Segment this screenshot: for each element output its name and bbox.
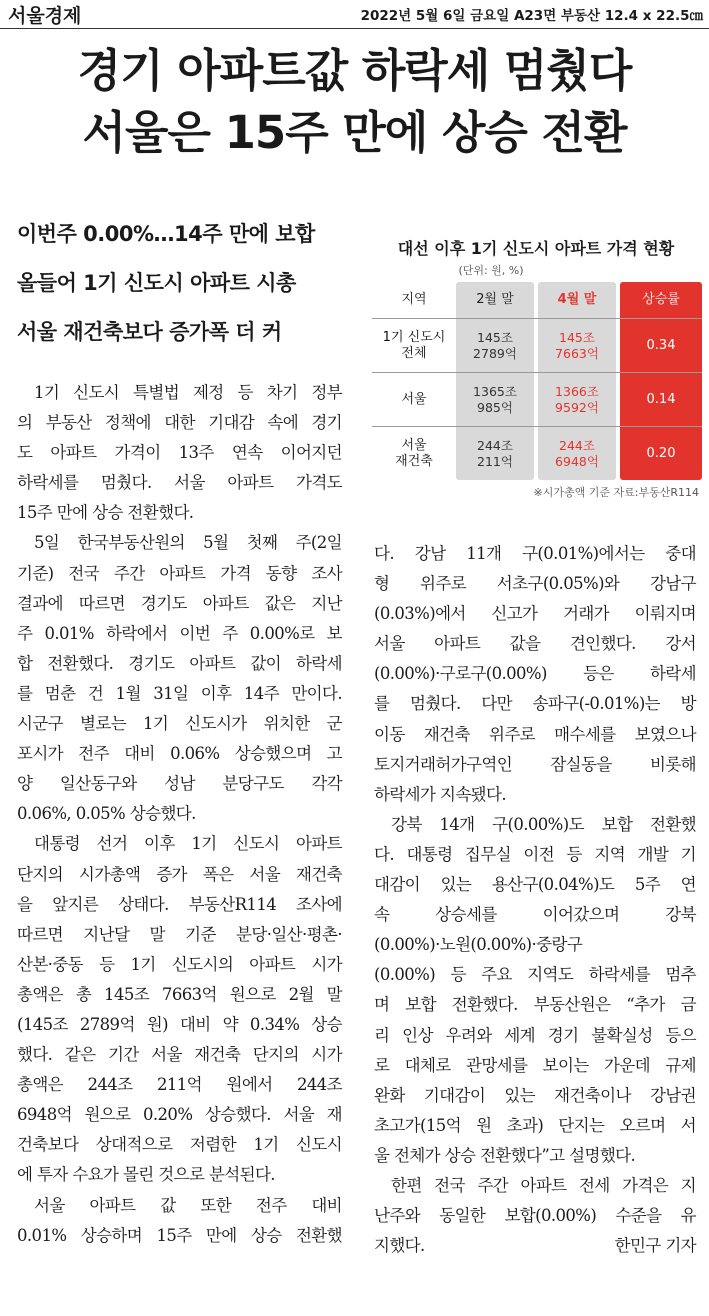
body-line: 15주 만에 상승 전환했다. [17, 503, 194, 523]
headline-line-2: 서울은 15주 만에 상승 전환 [82, 106, 627, 159]
body-line-last [374, 1231, 696, 1261]
body-line: 을 앞지른 상태다. 부동산R114 조사에 [17, 894, 342, 914]
body-line: (0.03%)에서 신고가 거래가 이뤄지며 [374, 604, 696, 624]
body-line: 의 부동산 정책에 대한 기대감 속에 경기 [17, 413, 342, 433]
body-line: (0.00%) 등 주요 지역도 하락세를 멈추 [374, 965, 696, 985]
row-feb-value: 244조 211억 [477, 437, 513, 469]
body-line: 합 전환했다. 경기도 아파트 값이 하락세 [17, 653, 342, 673]
subheads [17, 222, 357, 369]
headline-line-1: 경기 아파트값 하락세 멈췄다 [77, 44, 632, 97]
body-line: 따르면 지난달 말 기준 분당·일산·평촌· [17, 924, 342, 944]
body-line: 를 멈춘 건 1월 31일 이후 14주 만이다. [17, 683, 342, 703]
masthead [0, 0, 709, 29]
body-line: 산본·중동 등 1기 신도시의 아파트 시가 [17, 954, 342, 974]
body-line: 했다. 같은 기간 서울 재건축 단지의 시가 [17, 1045, 342, 1065]
body-line: 토지거래허가구역인 잠실동을 비롯해 [374, 754, 696, 774]
body-line: 지했다. [374, 1236, 425, 1256]
body-line: 속 상승세를 이어갔으며 강북 [374, 905, 696, 925]
body-line: 5일 한국부동산원의 5월 첫째 주(2일 [34, 533, 342, 553]
row-rate-value: 0.34 [646, 337, 676, 353]
header-feb: 2월 말 [476, 292, 514, 307]
body-line: 대감이 있는 용산구(0.04%)도 5주 연 [374, 875, 696, 895]
body-line: 서울 아파트 값 또한 전주 대비 [34, 1195, 342, 1215]
table-source: ※시가총액 기준 자료:부동산R114 [533, 486, 699, 499]
row-apr-value: 244조 6948억 [555, 437, 599, 469]
row-rate-value: 0.14 [646, 391, 676, 407]
body-line: 하락세가 지속됐다. [374, 784, 507, 804]
byline: 한민구 기자 [614, 1236, 696, 1256]
body-line: (0.00%)·구로구(0.00%) 등은 하락세 [374, 664, 696, 684]
body-line: 완화 기대감이 있는 재건축이나 강남권 [374, 1085, 696, 1105]
body-line: 포시가 전주 대비 0.06% 상승했으며 고 [17, 744, 342, 764]
body-line: 서울 아파트 값을 견인했다. 강서 [374, 634, 696, 654]
body-line: (0.00%)·노원(0.00%)·중랑구 [374, 935, 583, 955]
body-line: 0.01% 상승하며 15주 만에 상승 전환했 [17, 1225, 342, 1245]
body-line: 기준) 전국 주간 아파트 가격 동향 조사 [17, 563, 342, 583]
body-line: 이동 재건축 위주로 매수세를 보였으나 [374, 724, 696, 744]
row-region: 서울 [401, 391, 427, 407]
article-body-left [17, 378, 342, 1251]
body-line: 양 일산동구와 성남 분당구도 각각 [17, 774, 342, 794]
table-title: 대선 이후 1기 신도시 아파트 가격 현황 [397, 239, 675, 258]
body-line: 다. 대통령 집무실 이전 등 지역 개발 기 [374, 844, 696, 864]
body-line: 대통령 선거 이후 1기 신도시 아파트 [34, 834, 342, 854]
body-line: 결과에 따르면 경기도 아파트 값은 지난 [17, 593, 342, 613]
body-line: 시군구 별로는 1기 신도시가 위치한 군 [17, 714, 342, 734]
row-feb-value: 145조 2789억 [473, 329, 517, 361]
body-line: 를 멈췄다. 다만 송파구(-0.01%)는 방 [374, 694, 696, 714]
body-line: 에 투자 수요가 몰린 것으로 분석된다. [17, 1165, 275, 1185]
header-region: 지역 [401, 292, 427, 307]
issue-info: 2022년 5월 6일 금요일 A23면 부동산 12.4 x 22.5㎝ [360, 8, 703, 24]
body-line: 도 아파트 가격이 13주 연속 이어지던 [17, 443, 342, 463]
row-region: 서울 재건축 [395, 437, 433, 469]
body-line: 하락세를 멈췄다. 서울 아파트 가격도 [17, 473, 342, 493]
body-line: 강북 14개 구(0.00%)도 보합 전환했 [391, 814, 696, 834]
body-line: 형 위주로 서초구(0.05%)와 강남구 [374, 574, 696, 594]
subhead: 서울 재건축보다 증가폭 더 커 [17, 320, 282, 344]
body-line: 리 인상 우려와 세계 경기 불확실성 등으 [374, 1025, 696, 1045]
body-line: (145조 2789억 원) 대비 약 0.34% 상승 [17, 1014, 342, 1034]
row-rate-value: 0.20 [646, 445, 676, 461]
body-line: 1기 신도시 특별법 제정 등 차기 정부 [34, 383, 342, 402]
body-line: 6948억 원으로 0.20% 상승했다. 서울 재 [17, 1105, 342, 1125]
header-rate: 상승률 [642, 292, 680, 307]
body-line: 0.06%, 0.05% 상승했다. [17, 804, 196, 824]
header-apr: 4월 말 [557, 292, 597, 307]
price-table [372, 282, 702, 480]
body-line: 건축보다 상대적으로 저렴한 1기 신도시 [17, 1135, 342, 1155]
body-line: 다. 강남 11개 구(0.01%)에서는 중대 [374, 544, 696, 563]
body-line: 총액은 총 145조 7663억 원으로 2월 말 [17, 984, 342, 1004]
body-line: 총액은 244조 211억 원에서 244조 [17, 1075, 342, 1095]
subhead: 이번주 0.00%…14주 만에 보합 [17, 222, 315, 246]
subhead: 올들어 1기 신도시 아파트 시총 [17, 271, 296, 295]
row-apr-value: 145조 7663억 [555, 329, 599, 361]
body-line: 단지의 시가총액 증가 폭은 서울 재건축 [17, 864, 342, 884]
row-feb-value: 1365조 985억 [473, 383, 517, 415]
body-line: 며 보합 전환했다. 부동산원은 “추가 금 [374, 995, 696, 1015]
table-unit: (단위: 원, %) [458, 264, 524, 277]
body-line: 주 0.01% 하락에서 이번 주 0.00%로 보 [17, 623, 342, 643]
article-body-right [374, 539, 696, 1261]
body-line: 난주와 동일한 보합(0.00%) 수준을 유 [374, 1206, 696, 1226]
paper-name: 서울경제 [8, 5, 82, 27]
row-region: 1기 신도시 전체 [382, 329, 446, 361]
body-line: 울 전체가 상승 전환했다”고 설명했다. [374, 1145, 636, 1165]
body-line: 초고가(15억 원 초과) 단지는 오르며 서 [374, 1115, 696, 1135]
body-line: 로 대체로 관망세를 보이는 가운데 규제 [374, 1055, 696, 1075]
body-line: 한편 전국 주간 아파트 전세 가격은 지 [391, 1175, 696, 1195]
row-apr-value: 1366조 9592억 [555, 383, 599, 415]
